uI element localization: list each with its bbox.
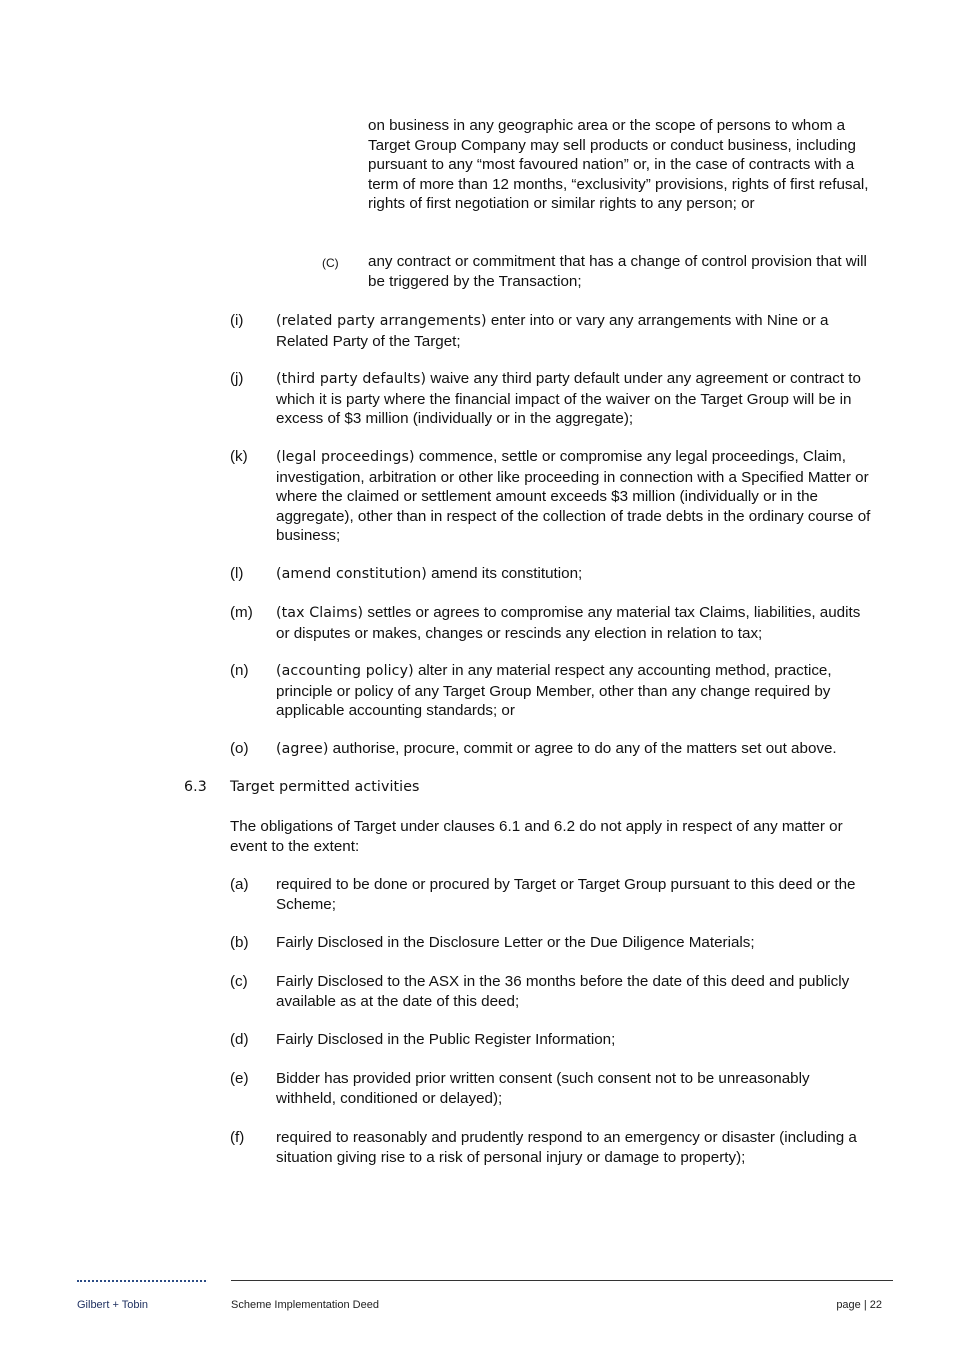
footer-firm-name: Gilbert + Tobin <box>77 1299 149 1311</box>
clause-text <box>276 311 876 351</box>
clause-heading: (accounting policy) <box>276 663 414 679</box>
clause-body: amend its constitution; <box>426 565 583 582</box>
clause-heading: (related party arrangements) <box>276 313 487 329</box>
clause-text: required to be done or procured by Target or Target Group pursuant to this deed or the Scheme; <box>276 876 856 913</box>
clause-heading: (legal proceedings) <box>276 449 415 465</box>
clause-number: (j) <box>230 370 244 387</box>
section-title: Target permitted activities <box>230 779 420 795</box>
subitem-c-text: any contract or commitment that has a change of control provision that will be triggered by the Transaction; <box>368 253 867 290</box>
clause-body: authorise, procure, commit or agree to do any of the matters set out above. <box>328 740 837 757</box>
clause-number: (d) <box>230 1031 249 1048</box>
clause-text <box>276 661 876 721</box>
clause-body: alter in any material respect any accounting method, practice, principle or policy of any Target Group Member, other than any change required by applicable accounting standards; or <box>276 662 832 720</box>
clause-heading: (agree) <box>276 741 329 757</box>
clause-text: Fairly Disclosed in the Disclosure Letter or the Due Diligence Materials; <box>276 934 755 951</box>
clause-body: waive any third party default under any agreement or contract to which it is party where the financial impact of the waiver on the Target Group will be in excess of $3 million (individually or in the aggregate); <box>276 370 861 428</box>
clause-text: Fairly Disclosed to the ASX in the 36 months before the date of this deed and publicly available as at the date of this deed; <box>276 973 850 1010</box>
clause-number: (n) <box>230 662 249 679</box>
clause-text <box>276 369 876 429</box>
clause-number: (b) <box>230 934 249 951</box>
clause-text: required to reasonably and prudently respond to an emergency or disaster (including a situation giving rise to a risk of personal injury or damage to property); <box>276 1129 857 1166</box>
clause-number: (k) <box>230 448 248 465</box>
clause-number: (c) <box>230 973 248 990</box>
footer-document-title: Scheme Implementation Deed <box>231 1299 379 1311</box>
clause-number: (e) <box>230 1070 249 1087</box>
footer-page-number: page | 22 <box>836 1299 882 1311</box>
clause-text: Fairly Disclosed in the Public Register Information; <box>276 1031 616 1048</box>
clause-number: (o) <box>230 740 249 757</box>
footer-dotted-rule <box>77 1280 206 1282</box>
clause-body: enter into or vary any arrangements with Nine or a Related Party of the Target; <box>276 312 829 350</box>
footer-rule <box>231 1280 893 1281</box>
clause-text <box>276 739 886 760</box>
clause-number: (l) <box>230 565 244 582</box>
clause-heading: (tax Claims) <box>276 605 364 621</box>
clause-number: (i) <box>230 312 244 329</box>
clause-heading: (amend constitution) <box>276 566 427 582</box>
subitem-c-number: (C) <box>322 256 339 270</box>
clause-text <box>276 603 876 643</box>
clause-body: commence, settle or compromise any legal proceedings, Claim, investigation, arbitration or other like proceeding in connection with a Specified Matter or where the claimed or settlement amount exceeds $3 million (individually or in the aggregate), other than in respect of the collection of trade debts in the ordinary course of business; <box>276 448 871 545</box>
clause-text <box>276 447 876 546</box>
section-intro: The obligations of Target under clauses 6.1 and 6.2 do not apply in respect of any matter or event to the extent: <box>230 818 843 855</box>
clause-body: settles or agrees to compromise any material tax Claims, liabilities, audits or disputes or makes, changes or rescinds any election in relation to tax; <box>276 604 861 642</box>
section-number: 6.3 <box>184 779 207 795</box>
clause-number: (m) <box>230 604 253 621</box>
clause-heading: (third party defaults) <box>276 371 427 387</box>
clause-text <box>276 564 876 585</box>
clause-number: (f) <box>230 1129 245 1146</box>
clause-number: (a) <box>230 876 249 893</box>
continuation-paragraph: on business in any geographic area or the scope of persons to whom a Target Group Company may sell products or conduct business, including pursuant to any “most favoured nation” or, in the case of contracts with a term of more than 12 months, “exclusivity” provisions, rights of first refusal, rights of first negotiation or similar rights to any person; or <box>368 117 869 213</box>
clause-text: Bidder has provided prior written consent (such consent not to be unreasonably withheld, conditioned or delayed); <box>276 1070 810 1107</box>
